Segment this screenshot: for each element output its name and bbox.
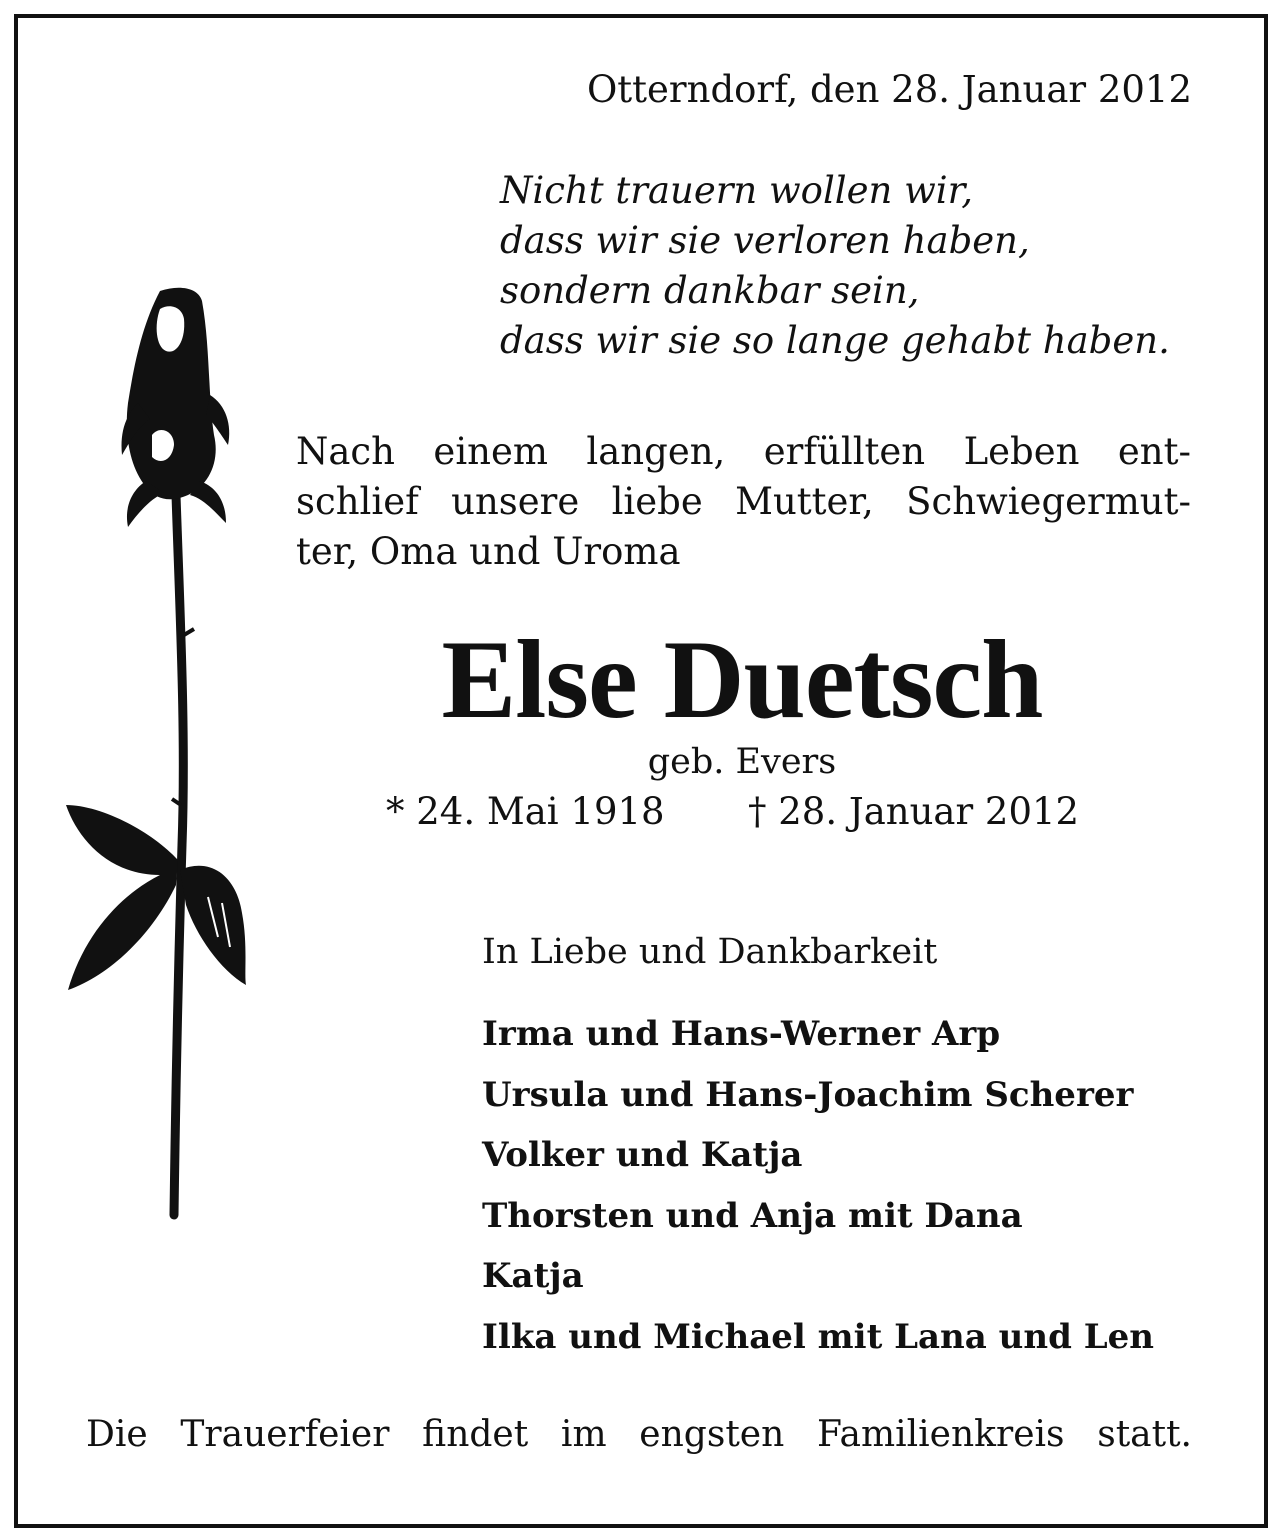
mourner-item: Volker und Katja: [482, 1135, 803, 1175]
intro-line: schlief unsere liebe Mutter, Schwiegermut-: [296, 480, 1191, 523]
verse-line: dass wir sie so lange gehabt haben.: [500, 319, 1170, 362]
verse: [500, 166, 1170, 366]
verse-line: Nicht trauern wollen wir,: [500, 169, 973, 212]
verse-line: dass wir sie verloren haben,: [500, 219, 1030, 262]
intro-line: Nach einem langen, erfüllten Leben ent-: [296, 430, 1191, 473]
mourner-item: Ursula und Hans-Joachim Scherer: [482, 1074, 1134, 1115]
death-date: † 28. Januar 2012: [748, 790, 1080, 833]
intro-text: [296, 427, 1191, 577]
funeral-note: Die Trauerfeier findet im engsten Familienkreis statt.: [86, 1414, 1192, 1455]
mourner-item: Thorsten und Anja mit Dana: [482, 1195, 1023, 1236]
mourner-item: Katja: [482, 1256, 584, 1296]
rose-icon: [60, 285, 260, 1225]
deceased-name: Else Duetsch: [441, 618, 1043, 742]
mourner-item: Irma und Hans-Werner Arp: [482, 1014, 1001, 1054]
birth-date: * 24. Mai 1918: [386, 790, 665, 833]
place-date: Otterndorf, den 28. Januar 2012: [586, 68, 1192, 111]
verse-line: sondern dankbar sein,: [500, 269, 920, 312]
mourner-item: Ilka und Michael mit Lana und Len: [482, 1316, 1154, 1357]
intro-line: ter, Oma und Uroma: [296, 530, 681, 573]
closing-line: In Liebe und Dankbarkeit: [482, 932, 938, 972]
mourner-list: [482, 1004, 1154, 1367]
maiden-name: geb. Evers: [647, 742, 837, 782]
